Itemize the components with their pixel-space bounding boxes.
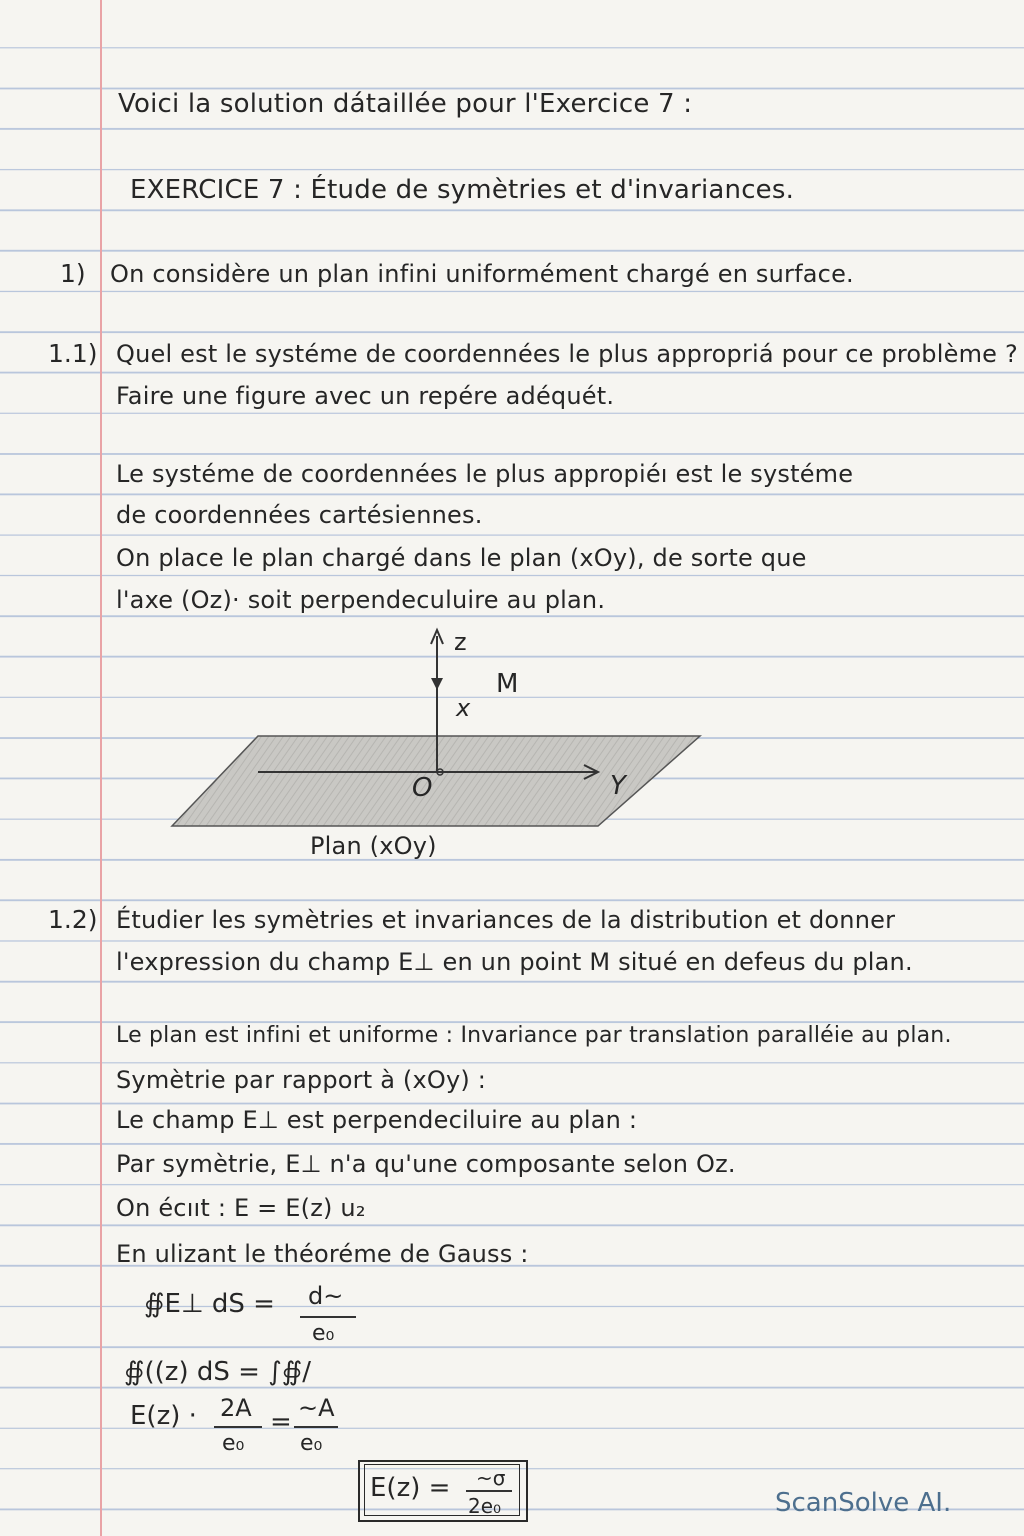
field-equation-left: E(z) · <box>130 1401 197 1431</box>
answer-1-2-line6: En ulizant le théoréme de Gauss : <box>116 1240 529 1268</box>
answer-1-2-line1: Le plan est infini et uniforme : Invariance par translation paralléie au plan. <box>116 1023 952 1048</box>
question-1-number: 1) <box>60 259 86 288</box>
answer-1-2-line3: Le champ E⊥ est perpendeciluire au plan : <box>116 1106 638 1134</box>
z-axis-label: z <box>454 628 467 656</box>
question-1-text: On considère un plan infini uniformément chargé en surface. <box>110 260 854 288</box>
field-equation-equals: = <box>270 1407 292 1437</box>
exercise-title: EXERCICE 7 : Étude de symètries et d'invariances. <box>130 175 795 205</box>
field-arrowhead <box>431 678 443 690</box>
intro-text: Voici la solution dátaillée pour l'Exercice 7 : <box>118 89 693 119</box>
result-denominator: 2e₀ <box>468 1494 502 1518</box>
answer-1-2-line4: Par symètrie, E⊥ n'a qu'une composante selon Oz. <box>116 1150 736 1178</box>
gauss-equation-numerator: d~ <box>308 1282 344 1310</box>
answer-1-1-line1: Le systéme de coordennées le plus appropiéı est le systéme <box>116 460 854 488</box>
watermark-text: ScanSolve AI. <box>775 1488 952 1518</box>
result-left: E(z) = <box>370 1473 451 1503</box>
field-equation-numerator-2: ~A <box>298 1394 335 1422</box>
flux-equation: ∯((z) dS = ∫∯/ <box>124 1357 312 1387</box>
answer-1-2-line2: Symètrie par rapport à (xOy) : <box>116 1066 487 1094</box>
point-marker-x: x <box>456 694 471 722</box>
origin-label: O <box>412 773 433 803</box>
question-1-2-line2: l'expression du champ E⊥ en un point M situé en defeus du plan. <box>116 948 913 976</box>
gauss-equation-denominator: e₀ <box>312 1321 335 1346</box>
field-equation-numerator-1: 2A <box>220 1394 252 1422</box>
field-equation-denominator-2: e₀ <box>300 1431 323 1456</box>
question-1-1-number: 1.1) <box>48 339 98 368</box>
figure-caption: Plan (xOy) <box>310 832 437 860</box>
answer-1-2-line5: On écııt : E = E(z) u₂ <box>116 1194 366 1222</box>
question-1-1-line1: Quel est le systéme de coordennées le plus appropriá pour ce problème ? <box>116 340 1018 368</box>
gauss-equation-left: ∯E⊥ dS = <box>144 1289 275 1319</box>
answer-1-1-line2: de coordennées cartésiennes. <box>116 501 483 529</box>
y-axis-label: Y <box>610 771 627 801</box>
question-1-1-line2: Faire une figure avec un repére adéquét. <box>116 382 615 410</box>
answer-1-1-line3: On place le plan chargé dans le plan (xOy), de sorte que <box>116 544 807 572</box>
result-numerator: ~σ <box>476 1466 506 1490</box>
answer-1-1-line4: l'axe (Oz)· soit perpendeculuire au plan. <box>116 586 606 614</box>
question-1-2-number: 1.2) <box>48 905 98 934</box>
point-m-label: M <box>496 669 519 699</box>
field-equation-denominator-1: e₀ <box>222 1431 245 1456</box>
question-1-2-line1: Étudier les symètries et invariances de la distribution et donner <box>116 906 896 934</box>
